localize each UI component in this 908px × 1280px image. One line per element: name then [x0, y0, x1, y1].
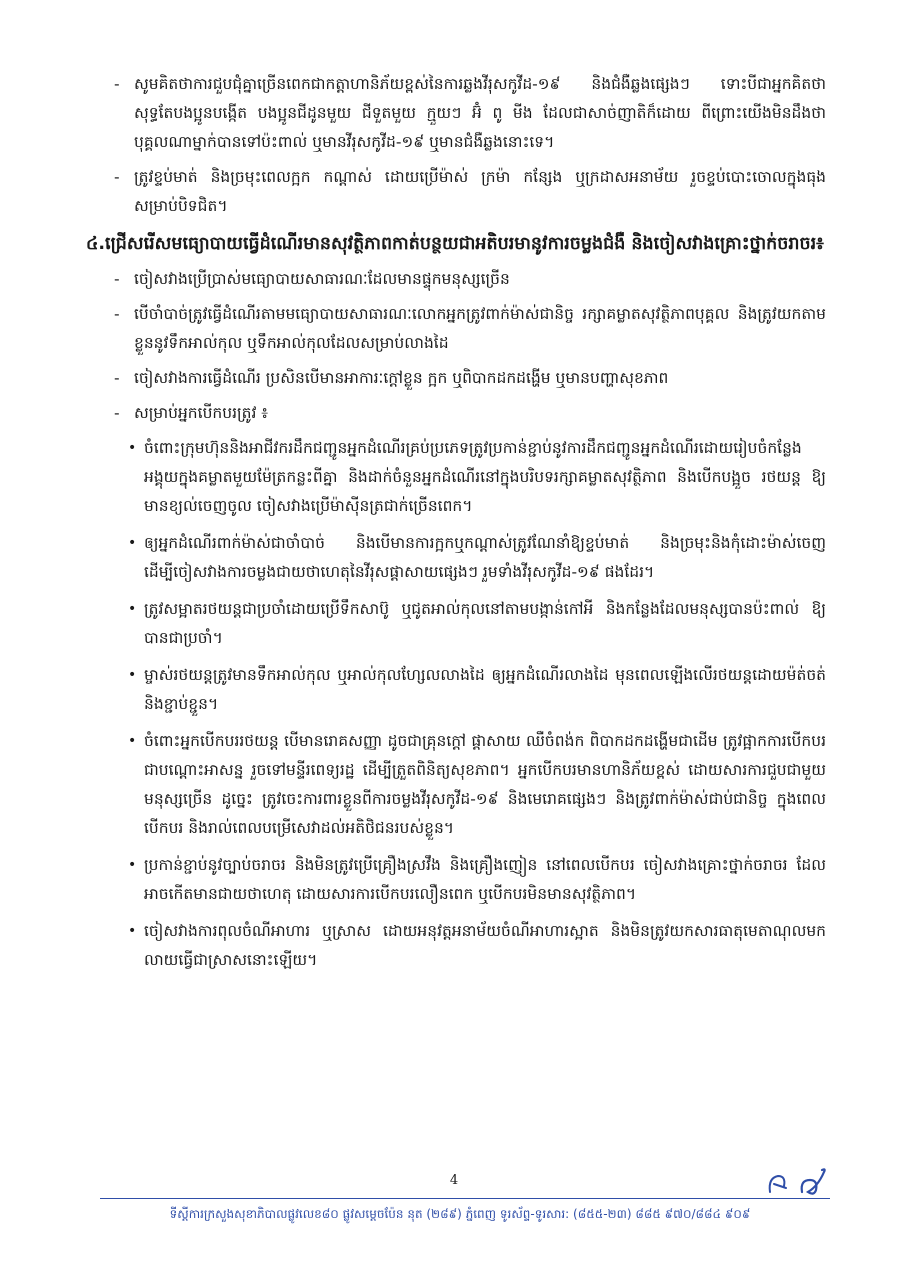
dash-marker: -: [114, 369, 120, 387]
handwritten-initials: [762, 1162, 842, 1202]
list-item: [86, 595, 826, 653]
dash-marker: -: [114, 404, 120, 422]
list-item: [86, 434, 826, 521]
bullet-marker: •: [128, 857, 137, 873]
list-item: [86, 399, 826, 428]
list-item-text: ចំពោះក្រុមហ៊ុននិងអាជីវករដឹកជញ្ជូនអ្នកដំណើរគ្រប់ប្រភេទត្រូវប្រកាន់ខ្ជាប់នូវការដឹកជញ្ជូនអ្នកដំណើរដោយរៀបចំកន្លែងអង្គុយក្នុងគម្លាតមួយម៉ែត្រកន្លះពីគ្នា និងដាក់ចំនួនអ្នកដំណើរនៅក្នុងបរិបទរក្សាគម្លាតសុវត្ថិភាព និងបើកបង្អួច រថយន្ត ឱ្យមានខ្យល់ចេញចូល ចៀសវាងប្រើម៉ាស៊ីនត្រជាក់ច្រើនពេក។: [144, 439, 826, 515]
section-list: [86, 265, 826, 428]
list-item: [86, 851, 826, 909]
list-item: [86, 917, 826, 975]
footer-address: ទីស្តីការក្រសួងសុខាភិបាលផ្លូវលេខ៨០ ផ្លូវសម្ដេចប៉ែន នុត (២៨៩) ភ្នំពេញ ទូរស័ព្ទ-ទូរសារ: (៨៥៥-២៣) ៨៨៥ ៩៧០/៨៨៤ ៩០៩: [169, 1207, 751, 1221]
list-item-text: ត្រូវខ្ទប់មាត់ និងច្រមុះពេលក្អក កណ្តាស់ ដោយប្រើម៉ាស់ ក្រម៉ា កន្សែង ឬក្រដាសអនាម័យ រួចខ្ទប់បោះចោលក្នុងធុងសម្រាប់បិទជិត។: [134, 168, 826, 215]
footer-divider: [100, 1198, 830, 1199]
list-item-text: ចៀសវាងការពុលចំណីអាហារ ឬស្រាស ដោយអនុវត្តអនាម័យចំណីអាហារស្អាត និងមិនត្រូវយកសារធាតុមេតាណុលមកលាយធ្វើជាស្រាសនោះឡើយ។: [144, 922, 826, 969]
bullet-marker: •: [128, 601, 137, 617]
list-item-text: ចៀសវាងការធ្វើដំណើរ ប្រសិនបើមានអាការៈក្តៅខ្លួន ក្អក ឬពិបាកដកដង្ហើម ឬមានបញ្ហាសុខភាព: [134, 369, 669, 387]
bullet-marker: •: [128, 923, 137, 939]
driver-list: [86, 434, 826, 975]
bullet-marker: •: [128, 535, 137, 551]
dash-marker: -: [114, 305, 120, 323]
list-item: [86, 364, 826, 393]
list-item: [86, 70, 826, 157]
list-item: [86, 727, 826, 843]
list-item: [86, 300, 826, 358]
dash-marker: -: [114, 168, 120, 186]
bullet-marker: •: [128, 733, 137, 749]
list-item-text: សម្រាប់អ្នកបើកបរត្រូវ ៖: [134, 404, 269, 422]
bullet-marker: •: [128, 440, 137, 456]
section-heading: ៤.ជ្រើសរើសមធ្យោបាយធ្វើដំណើរមានសុវត្ថិភាពកាត់បន្ថយជាអតិបរមានូវការចម្លងជំងឺ និងចៀសវាងគ្រោះថ្នាក់ចរាចរ៖: [86, 234, 824, 254]
intro-list: [86, 70, 826, 221]
bullet-marker: •: [128, 667, 137, 683]
list-item-text: ចំពោះអ្នកបើកបររថយន្ត បើមានរោគសញ្ញា ដូចជាគ្រុនក្តៅ ផ្តាសាយ ឈឺចំពង់ក ពិបាកដកដង្ហើមជាដើម ត្រូវផ្អាកការបើកបរជាបណ្តោះអាសន្ន រួចទៅមន្ទីរពេទ្យរដ្ឋ ដើម្បីត្រួតពិនិត្យសុខភាព។ អ្នកបើកបរមានហានិភ័យខ្ពស់ ដោយសារការជួបជាមួយមនុស្សច្រើន ដូច្នេះ ត្រូវចេះការពារខ្លួនពីការចម្លងវីរុសកូវីដ-១៩ និងមេរោគផ្សេងៗ និងត្រូវពាក់ម៉ាស់ជាប់ជានិច្ច ក្នុងពេលបើកបរ និងរាល់ពេលបម្រើសេវាដល់អតិថិជនរបស់ខ្លួន។: [144, 732, 826, 837]
list-item: [86, 529, 826, 587]
page-number: 4: [449, 1173, 459, 1188]
list-item: [86, 661, 826, 719]
list-item-text: ឲ្យអ្នកដំណើរពាក់ម៉ាស់ជាចាំបាច់ និងបើមានការក្អកឬកណ្តាស់ត្រូវណែនាំឱ្យខ្ទប់មាត់ និងច្រមុះនិងកុំដោះម៉ាស់ចេញ ដើម្បីចៀសវាងការចម្លងជាយថាហេតុនៃវីរុសផ្តាសាយផ្សេងៗ រួមទាំងវីរុសកូវីដ-១៩ ផងដែរ។: [144, 534, 826, 581]
list-item-text: បើចាំបាច់ត្រូវធ្វើដំណើរតាមមធ្យោបាយសាធារណៈលោកអ្នកត្រូវពាក់ម៉ាស់ជានិច្ច រក្សាគម្លាតសុវត្ថិភាពបុគ្គល និងត្រូវយកតាមខ្លួននូវទឹកអាល់កុល ឬទឹកអាល់កុលដែលសម្រាប់លាងដៃ: [134, 305, 826, 352]
list-item-text: ប្រកាន់ខ្ជាប់នូវច្បាប់ចរាចរ និងមិនត្រូវប្រើគ្រឿងស្រវឹង និងគ្រឿងញៀន នៅពេលបើកបរ ចៀសវាងគ្រោះថ្នាក់ចរាចរ ដែលអាចកើតមានជាយថាហេតុ ដោយសារការបើកបរលឿនពេក ឬបើកបរមិនមានសុវត្ថិភាព។: [144, 856, 826, 903]
list-item-text: ត្រូវសម្អាតរថយន្តជាប្រចាំដោយប្រើទឹកសាប៊ូ ឬជូតអាល់កុលនៅតាមបង្កាន់កៅអី និងកន្លែងដែលមនុស្សបានប៉ះពាល់ ឱ្យបានជាប្រចាំ។: [144, 600, 826, 647]
list-item: [86, 265, 826, 294]
page-content: [86, 70, 826, 983]
dash-marker: -: [114, 75, 120, 93]
list-item: [86, 163, 826, 221]
list-item-text: ចៀសវាងប្រើប្រាស់មធ្យោបាយសាធារណៈដែលមានផ្ទុកមនុស្សច្រើន: [134, 270, 510, 288]
list-item-text: ម្ចាស់រថយន្តត្រូវមានទឹកអាល់កុល ឬអាល់កុលហ្សែលលាងដៃ ឲ្យអ្នកដំណើរលាងដៃ មុនពេលឡើងលើរថយន្តដោយម៉ត់ចត់ និងខ្ជាប់ខ្ជួន។: [144, 666, 826, 713]
dash-marker: -: [114, 270, 120, 288]
list-item-text: សូមគិតថាការជួបជុំគ្នាច្រើនពេកជាកត្តាហានិភ័យខ្ពស់នៃការឆ្លងវីរុសកូវីដ-១៩ និងជំងឺឆ្លងផ្សេងៗ ទោះបីជាអ្នកគិតថាសុទ្ធតែបងប្អូនបង្កើត បងប្អូនជីដូនមួយ ជីទួតមួយ ក្មួយៗ អ៊ំ ពូ មីង ដែលជាសាច់ញាតិក៏ដោយ ពីព្រោះយើងមិនដឹងថាបុគ្គលណាម្នាក់បានទៅប៉ះពាល់ ឬមានវីរុសកូវីដ-១៩ ឬមានជំងឺឆ្លងនោះទេ។: [134, 75, 826, 151]
